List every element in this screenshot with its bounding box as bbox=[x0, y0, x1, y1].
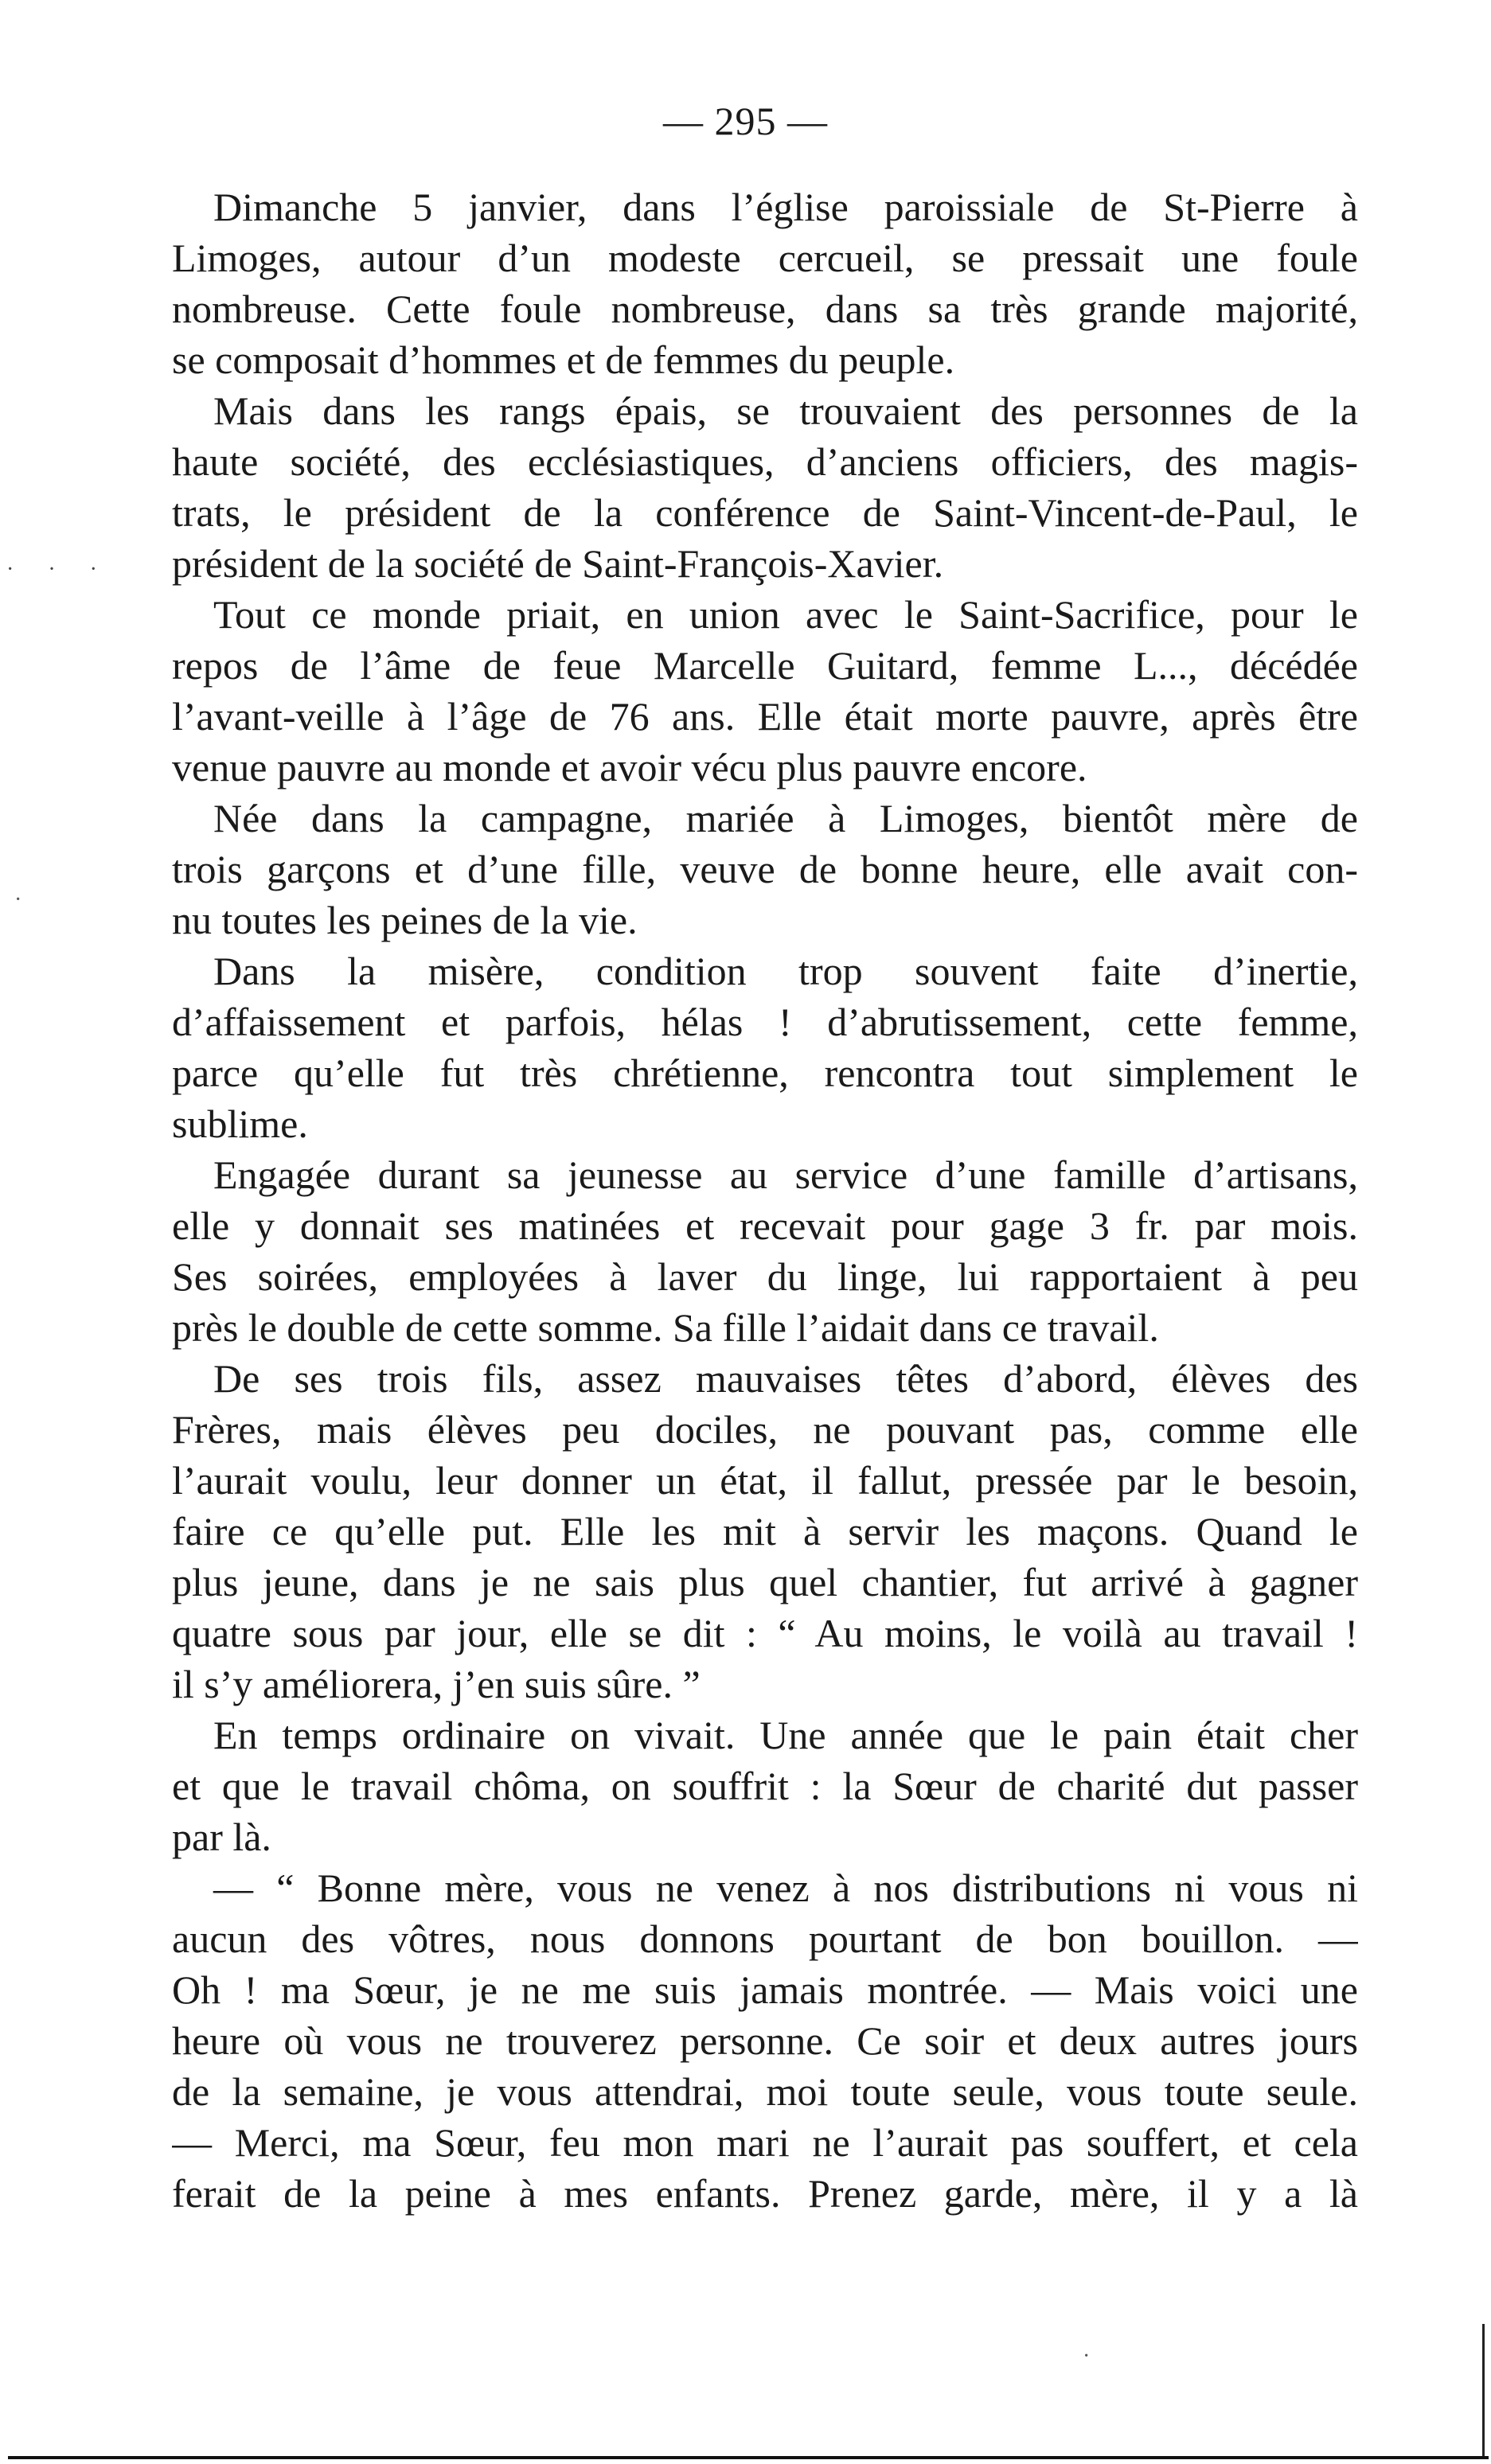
text-line: il s’y améliorera, j’en suis sûre. ” bbox=[172, 1662, 701, 1706]
page-number: — 295 — bbox=[663, 99, 828, 143]
stray-dot: · bbox=[1083, 2344, 1091, 2368]
text-line: venue pauvre au monde et avoir vécu plus pauvre encore. bbox=[172, 745, 1087, 789]
text-line: quatre sous par jour, elle se dit : “ Au moins, le voilà au travail ! bbox=[172, 1611, 1358, 1655]
text-line: l’avant-veille à l’âge de 76 ans. Elle était morte pauvre, après être bbox=[172, 694, 1358, 739]
text-line: Oh ! ma Sœur, je ne me suis jamais montrée. — Mais voici une bbox=[172, 1967, 1358, 2012]
margin-marks: · · · bbox=[6, 557, 111, 582]
text-line: président de la société de Saint-François-Xavier. bbox=[172, 541, 944, 586]
text-line: Née dans la campagne, mariée à Limoges, bientôt mère de bbox=[213, 796, 1358, 840]
text-line: de la semaine, je vous attendrai, moi toute seule, vous toute seule. bbox=[172, 2069, 1358, 2114]
text-line: repos de l’âme de feue Marcelle Guitard, femme L..., décédée bbox=[172, 643, 1358, 688]
margin-dot: · bbox=[14, 887, 22, 912]
text-line: se composait d’hommes et de femmes du peuple. bbox=[172, 337, 955, 382]
text-line: — “ Bonne mère, vous ne venez à nos distributions ni vous ni bbox=[213, 1866, 1358, 1910]
text-line: trats, le président de la conférence de Saint-Vincent-de-Paul, le bbox=[172, 490, 1358, 535]
page-edge bbox=[1482, 2324, 1485, 2458]
text-line: — Merci, ma Sœur, feu mon mari ne l’aurait pas souffert, et cela bbox=[172, 2120, 1358, 2165]
text-line: sublime. bbox=[172, 1101, 308, 1146]
text-line: Dans la misère, condition trop souvent faite d’inertie, bbox=[213, 949, 1358, 993]
text-line: aucun des vôtres, nous donnons pourtant de bon bouillon. — bbox=[172, 1916, 1358, 1961]
text-line: faire ce qu’elle put. Elle les mit à servir les maçons. Quand le bbox=[172, 1509, 1358, 1554]
text-line: et que le travail chôma, on souffrit : la Sœur de charité dut passer bbox=[172, 1764, 1358, 1808]
text-line: Ses soirées, employées à laver du linge, lui rapportaient à peu bbox=[172, 1254, 1358, 1299]
text-line: elle y donnait ses matinées et recevait pour gage 3 fr. par mois. bbox=[172, 1203, 1358, 1248]
text-line: près le double de cette somme. Sa fille l’aidait dans ce travail. bbox=[172, 1305, 1159, 1350]
bottom-rule bbox=[8, 2456, 1489, 2459]
text-line: Limoges, autour d’un modeste cercueil, se pressait une foule bbox=[172, 236, 1358, 280]
text-line: Frères, mais élèves peu dociles, ne pouvant pas, comme elle bbox=[172, 1407, 1358, 1452]
text-line: haute société, des ecclésiastiques, d’anciens officiers, des magis- bbox=[172, 439, 1358, 484]
text-line: Tout ce monde priait, en union avec le Saint-Sacrifice, pour le bbox=[213, 592, 1358, 637]
text-line: Mais dans les rangs épais, se trouvaient des personnes de la bbox=[213, 388, 1358, 433]
text-line: De ses trois fils, assez mauvaises têtes d’abord, élèves des bbox=[213, 1356, 1358, 1401]
text-line: parce qu’elle fut très chrétienne, rencontra tout simplement le bbox=[172, 1051, 1358, 1095]
text-line: trois garçons et d’une fille, veuve de bonne heure, elle avait con- bbox=[172, 847, 1358, 891]
text-line: heure où vous ne trouverez personne. Ce soir et deux autres jours bbox=[172, 2018, 1358, 2063]
text-line: nu toutes les peines de la vie. bbox=[172, 898, 638, 942]
text-line: Engagée durant sa jeunesse au service d’une famille d’artisans, bbox=[213, 1152, 1358, 1197]
text-line: ferait de la peine à mes enfants. Prenez garde, mère, il y a là bbox=[172, 2171, 1358, 2216]
text-line: d’affaissement et parfois, hélas ! d’abrutissement, cette femme, bbox=[172, 1000, 1358, 1044]
text-line: plus jeune, dans je ne sais plus quel chantier, fut arrivé à gagner bbox=[172, 1560, 1358, 1604]
text-line: par là. bbox=[172, 1815, 271, 1859]
text-line: nombreuse. Cette foule nombreuse, dans sa très grande majorité, bbox=[172, 287, 1358, 331]
text-line: En temps ordinaire on vivait. Une année que le pain était cher bbox=[213, 1713, 1358, 1757]
text-line: Dimanche 5 janvier, dans l’église paroissiale de St-Pierre à bbox=[213, 185, 1358, 229]
body-text bbox=[172, 181, 1358, 2219]
text-line: l’aurait voulu, leur donner un état, il fallut, pressée par le besoin, bbox=[172, 1458, 1358, 1503]
